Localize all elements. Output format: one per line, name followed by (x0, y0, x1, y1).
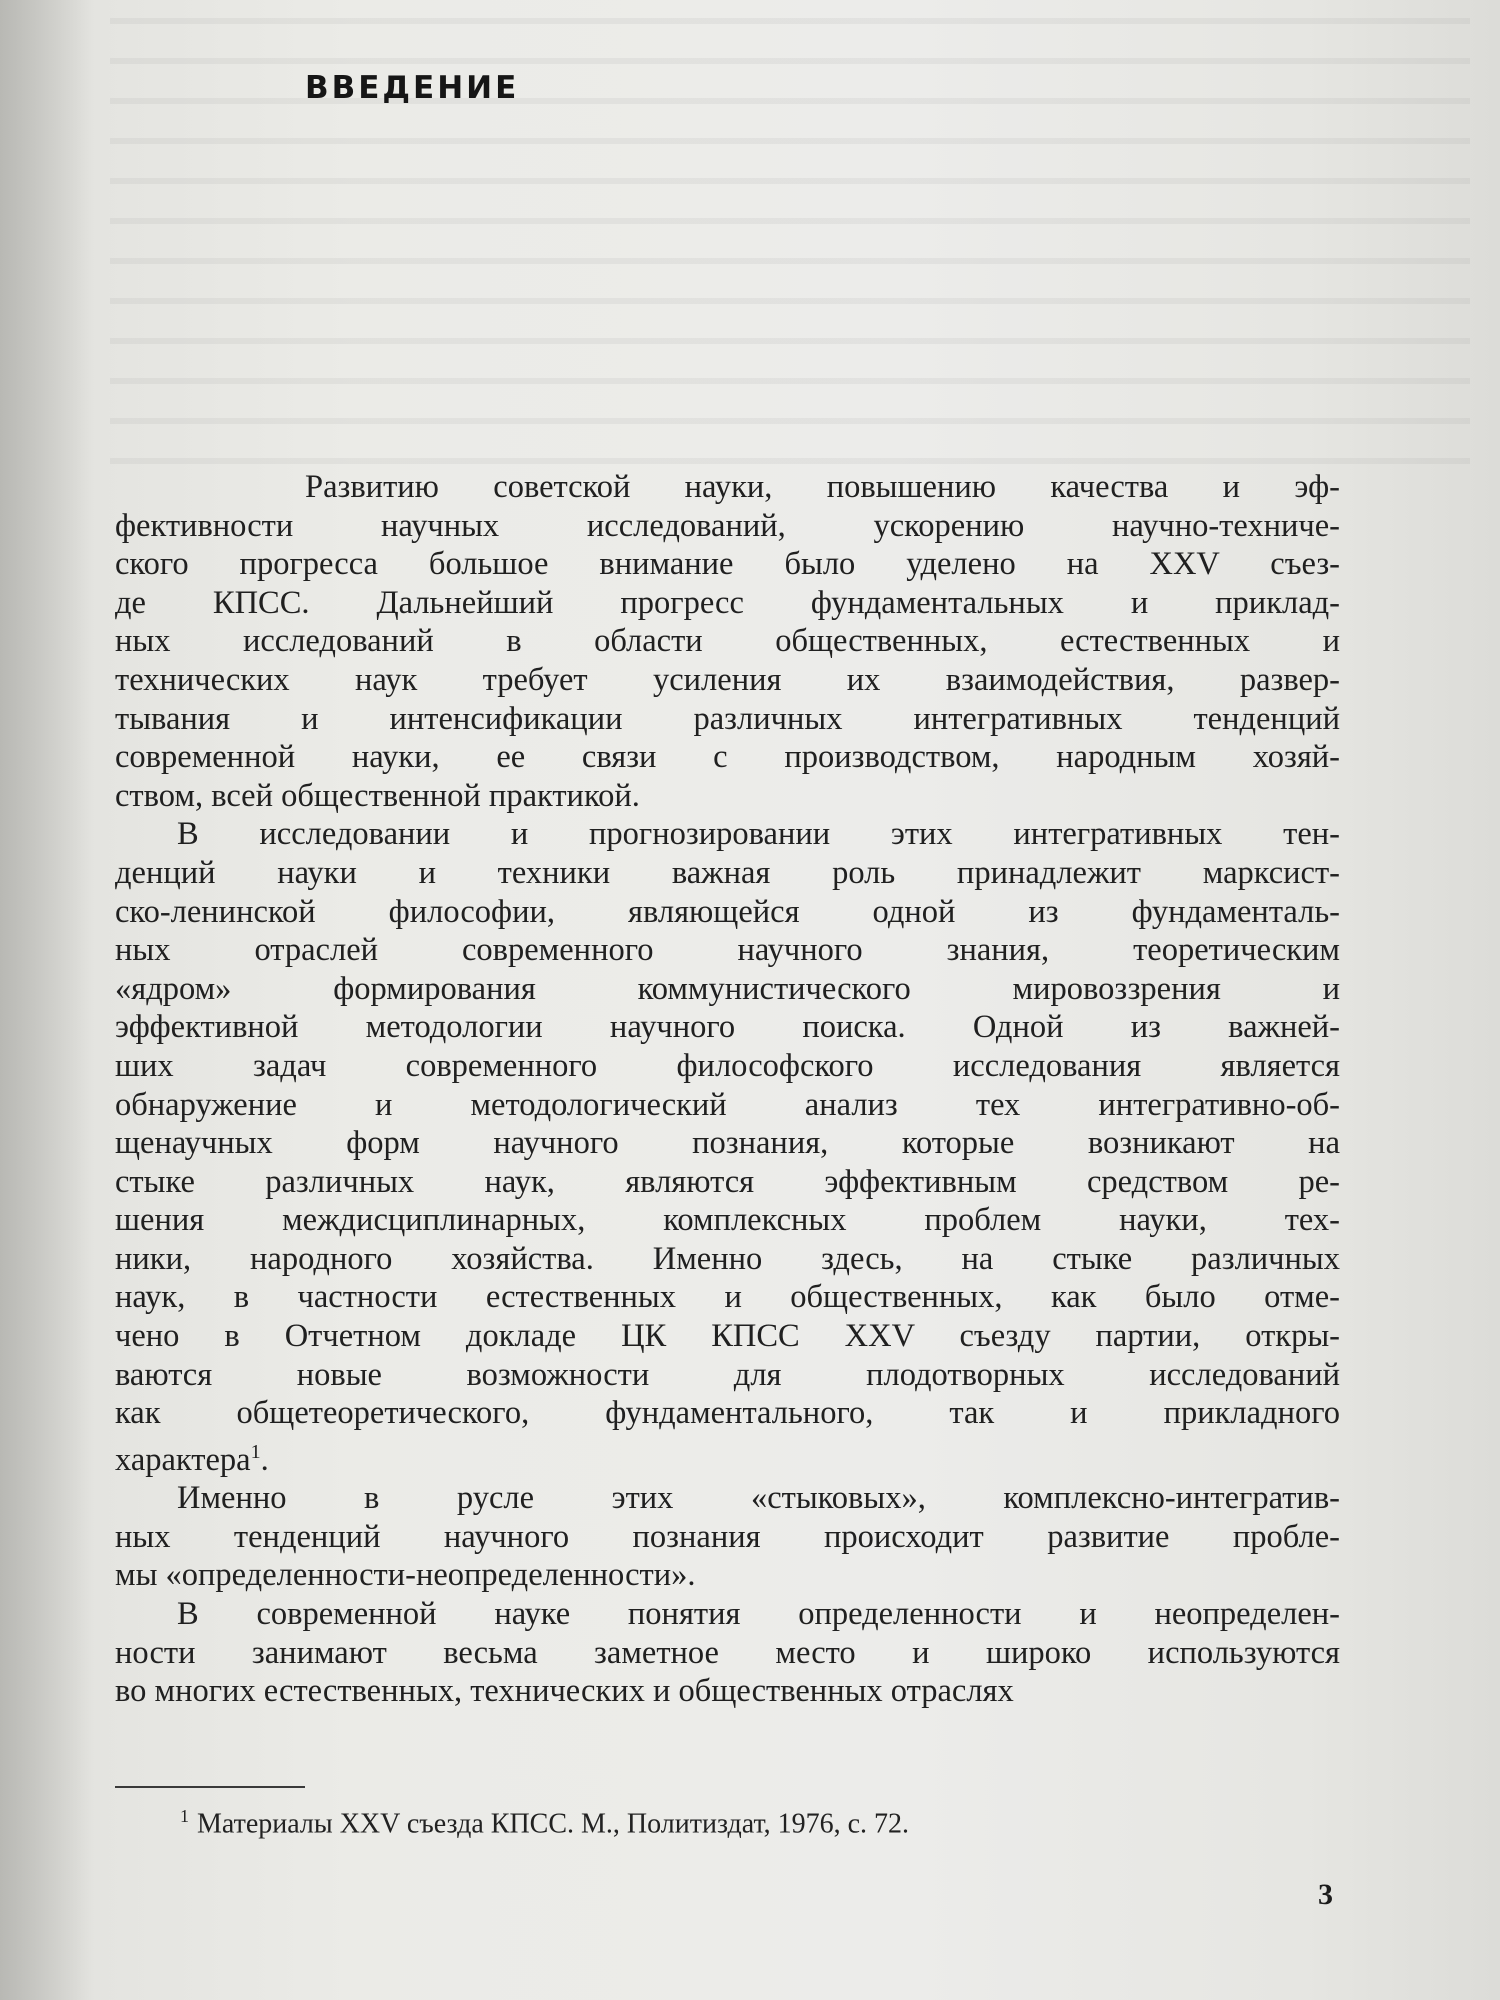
text-line (115, 700, 1340, 739)
text-line (115, 970, 1340, 1009)
text-line-content: ных исследований в области общественных, естественных и (115, 623, 1340, 660)
text-line (115, 507, 1340, 546)
text-line-content: во многих естественных, технических и общественных отраслях (115, 1673, 1014, 1710)
text-line (115, 1240, 1340, 1279)
text-line-content: Развитию советской науки, повышению качества и эф- (305, 469, 1340, 505)
text-line-content: В исследовании и прогнозировании этих интегративных тен- (177, 816, 1340, 853)
text-line-content: наук, в частности естественных и общественных, как было отме- (115, 1279, 1340, 1316)
text-line-content: ско-ленинской философии, являющейся одной из фундаменталь- (115, 893, 1340, 930)
text-line-content: денций науки и техники важная роль принадлежит марксист- (115, 854, 1340, 891)
footnote-reference: 1 (250, 1440, 261, 1463)
text-line-content: ных отраслей современного научного знания, теоретическим (115, 932, 1340, 969)
text-line-content: стыке различных наук, являются эффективным средством ре- (115, 1163, 1340, 1200)
text-line-content: как общетеоретического, фундаментального, так и прикладного (115, 1395, 1340, 1432)
text-line-content: ваются новые возможности для плодотворных исследований (115, 1356, 1340, 1393)
text-line (115, 1163, 1340, 1202)
text-line-content: эффективной методологии научного поиска. Одной из важней- (115, 1009, 1340, 1046)
footnote-separator (115, 1786, 305, 1788)
text-line-tail: . (260, 1441, 269, 1478)
paragraph-first-line (115, 1595, 1340, 1634)
footnote-marker: 1 (180, 1806, 189, 1826)
text-line-content: тывания и интенсификации различных интегративных тенденций (115, 700, 1340, 737)
text-line (115, 1201, 1340, 1240)
text-line (115, 1433, 1340, 1479)
text-line (115, 1394, 1340, 1433)
text-line (115, 893, 1340, 932)
text-line-content: щенаучных форм научного познания, которые возникают на (115, 1125, 1340, 1162)
text-line-content: В современной науке понятия определенности и неопределен- (177, 1596, 1340, 1633)
text-line (115, 622, 1340, 661)
spine-shadow (0, 0, 95, 2000)
paragraph-first-line (115, 1479, 1340, 1518)
text-line-content: ники, народного хозяйства. Именно здесь, на стыке различных (115, 1240, 1340, 1277)
text-line-content: ством, всей общественной практикой. (115, 777, 640, 814)
text-line (115, 1047, 1340, 1086)
text-line-content: фективности научных исследований, ускорению научно-техниче- (115, 507, 1340, 544)
text-line (115, 584, 1340, 623)
text-line-content: ных тенденций научного познания происходит развитие пробле- (115, 1518, 1340, 1555)
text-line (115, 1278, 1340, 1317)
text-line (115, 1356, 1340, 1395)
text-line (115, 545, 1340, 584)
text-line-content: шения междисциплинарных, комплексных проблем науки, тех- (115, 1202, 1340, 1239)
text-line-content: Именно в русле этих «стыковых», комплексно-интегратив- (177, 1480, 1340, 1517)
text-line-content: современной науки, ее связи с производством, народным хозяй- (115, 739, 1340, 776)
text-line (115, 1008, 1340, 1047)
text-line (115, 854, 1340, 893)
text-line (115, 1518, 1340, 1557)
text-line (115, 1124, 1340, 1163)
paragraph-first-line (115, 815, 1340, 854)
text-line-content: чено в Отчетном докладе ЦК КПСС XXV съезду партии, откры- (115, 1318, 1340, 1355)
text-line (115, 661, 1340, 700)
text-line-content: де КПСС. Дальнейший прогресс фундаментальных и приклад- (115, 584, 1340, 621)
text-line (115, 777, 1340, 816)
text-line (115, 1556, 1340, 1595)
footnote (180, 1806, 909, 1840)
text-line (115, 1086, 1340, 1125)
text-line-content: технических наук требует усиления их взаимодействия, развер- (115, 661, 1340, 698)
text-line-content: ших задач современного философского исследования является (115, 1047, 1340, 1084)
footnote-text: Материалы XXV съезда КПСС. М., Политиздат, 1976, с. 72. (197, 1808, 910, 1840)
text-line-content: обнаружение и методологический анализ тех интегративно-об- (115, 1086, 1340, 1123)
text-line (115, 931, 1340, 970)
text-line-content: характера (115, 1441, 251, 1478)
text-line-content: ности занимают весьма заметное место и широко используются (115, 1634, 1340, 1671)
body-text (115, 468, 1340, 1711)
page-number: 3 (1318, 1878, 1333, 1911)
text-line (115, 1672, 1340, 1711)
text-line-content: «ядром» формирования коммунистического мировоззрения и (115, 970, 1340, 1007)
text-line-content: ского прогресса большое внимание было уделено на XXV съез- (115, 546, 1340, 583)
text-line (115, 1317, 1340, 1356)
text-line-content: мы «определенности-неопределенности». (115, 1557, 696, 1594)
text-line (115, 1634, 1340, 1673)
text-line (115, 738, 1340, 777)
paragraph-first-line (115, 468, 1340, 507)
page-heading: ВВЕДЕНИЕ (305, 70, 520, 106)
